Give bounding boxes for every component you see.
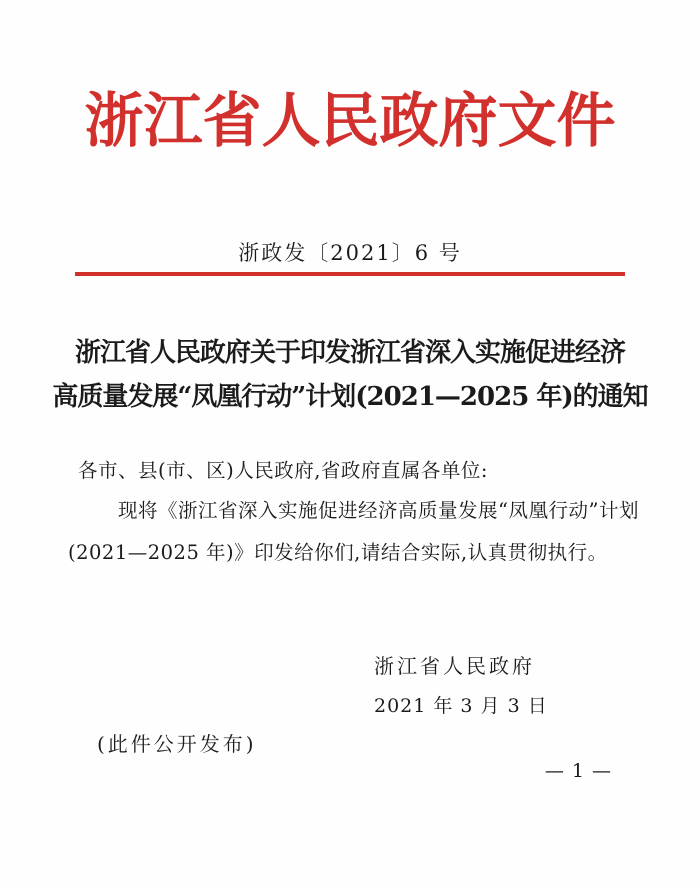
salutation-line: 各市、县(市、区)人民政府,省政府直属各单位:	[78, 459, 488, 482]
body-paragraph	[68, 490, 639, 574]
signature-date: 2021 年 3 月 3 日	[374, 695, 548, 717]
body-line-1: 现将《浙江省深入实施促进经济高质量发展“凤凰行动”计划	[118, 499, 639, 522]
document-title-line-2: 高质量发展“凤凰行动”计划(2021—2025 年)的通知	[52, 382, 648, 412]
document-title	[0, 331, 700, 419]
body-line-2: (2021—2025 年)》印发给你们,请结合实际,认真贯彻执行。	[68, 541, 608, 564]
document-title-line-1: 浙江省人民政府关于印发浙江省深入实施促进经济	[74, 338, 625, 368]
doc-number: 浙政发〔2021〕6 号	[238, 241, 462, 265]
letterhead-title: 浙江省人民政府文件	[84, 86, 616, 155]
public-release-note: (此件公开发布)	[97, 732, 257, 756]
signature-issuer: 浙江省人民政府	[374, 654, 535, 678]
red-divider-line	[75, 272, 625, 276]
page-number: — 1 —	[544, 760, 612, 782]
